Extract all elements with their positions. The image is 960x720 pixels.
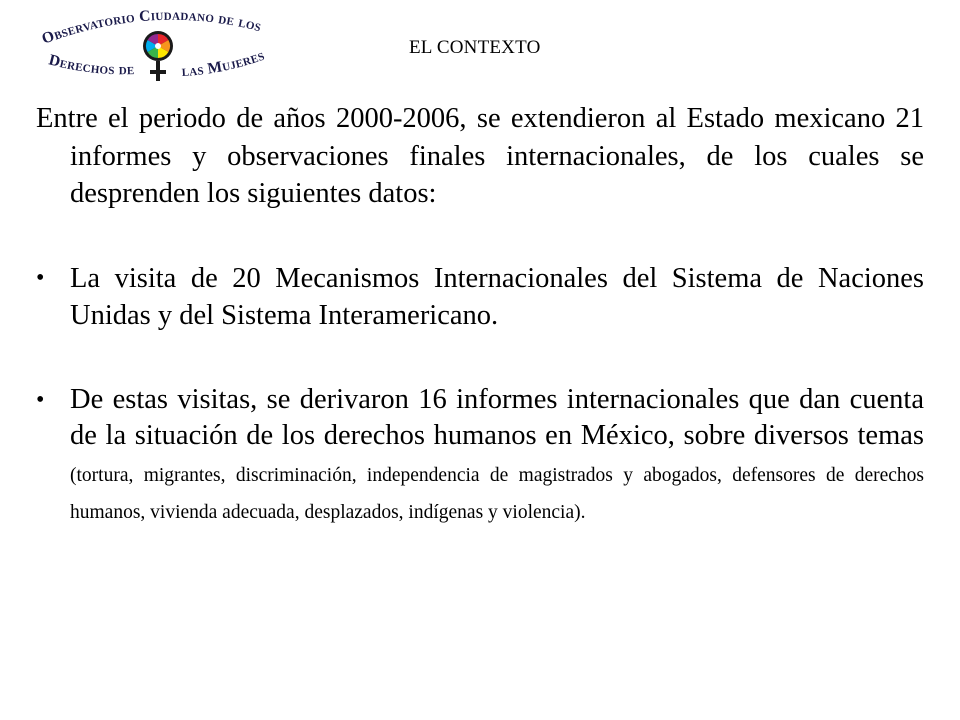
logo-text-line1: Observatorio Ciudadano de los (39, 6, 264, 48)
svg-text:las Mujeres (181, 47, 266, 80)
logo-text-line2-left: Derechos de (47, 51, 135, 79)
bullet-text: De estas visitas, se derivaron 16 informes internacionales que dan cuenta de la situación de los derechos humanos en México, sobre diversos temas (70, 383, 924, 451)
bullet-text: La visita de 20 Mecanismos Internacionales del Sistema de Naciones Unidas y del Sistema Interamericano. (70, 262, 924, 331)
bullet-marker: • (36, 264, 45, 291)
header-title: EL CONTEXTO (409, 37, 541, 58)
organization-logo (36, 4, 284, 96)
slide-content (36, 100, 924, 576)
logo-text-line2-right: las Mujeres (181, 46, 267, 81)
female-symbol-color-wheel-icon (143, 31, 173, 81)
bullet-item (36, 382, 924, 529)
intro-paragraph: Entre el periodo de años 2000-2006, se extendieron al Estado mexicano 21 informes y observaciones finales internacionales, de los cuales se desprenden los siguientes datos: (36, 103, 924, 209)
bullet-item (36, 260, 924, 335)
svg-text:Derechos de (47, 51, 135, 78)
bullet-marker: • (36, 386, 45, 413)
logo-graphic (36, 4, 284, 96)
bullet-topics-list: (tortura, migrantes, discriminación, independencia de magistrados y abogados, defensores de derechos humanos, vivienda adecuada, desplazados, indígenas y violencia). (70, 464, 924, 523)
